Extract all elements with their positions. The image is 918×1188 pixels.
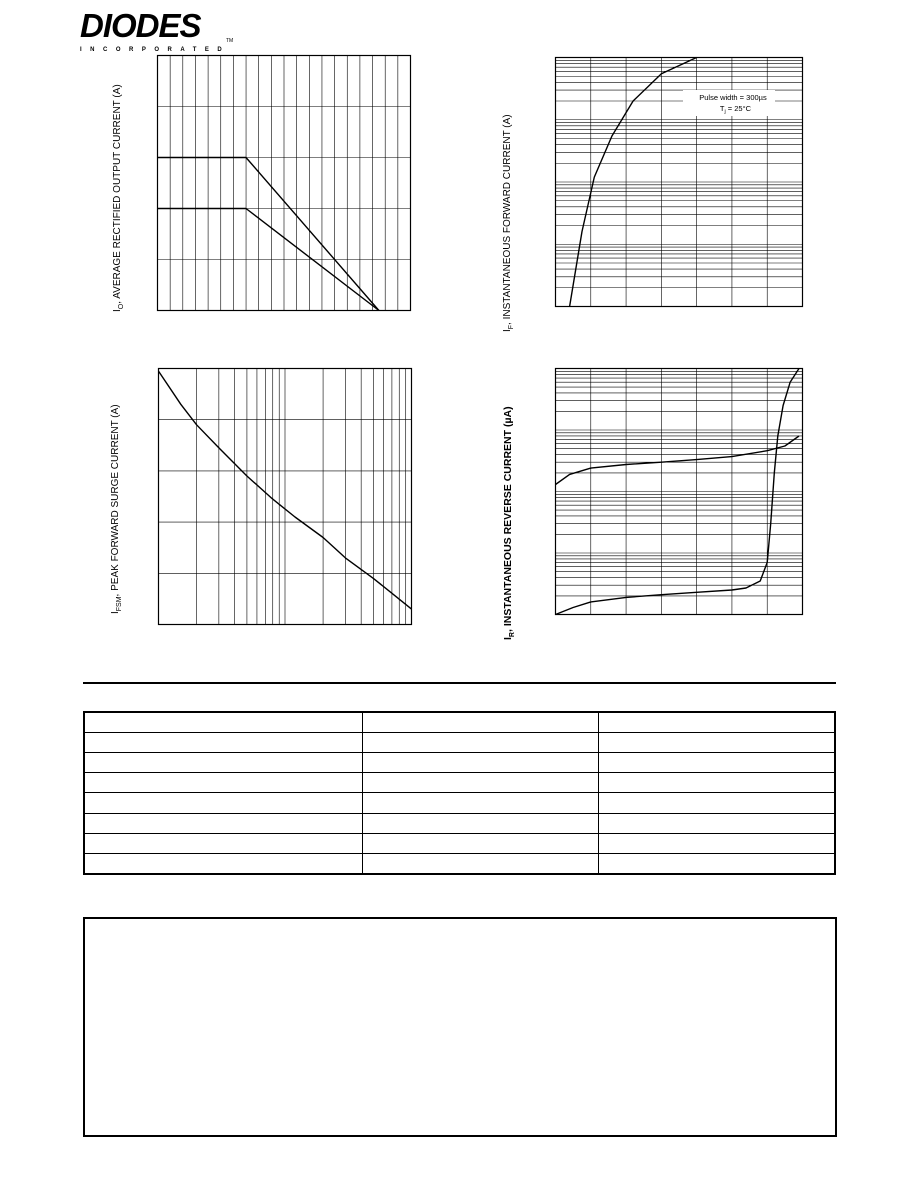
chart2-annotation-temp: $T_j = 25^\circ C$ [719,104,751,115]
table-cell [362,712,598,733]
table-cell [84,733,362,753]
diodes-logo [80,7,234,53]
table-row [84,833,835,853]
table-cell [84,853,362,874]
table-cell [599,733,835,753]
table-cell [362,753,598,773]
grid [159,369,412,625]
chart2-annotation-pulse: Pulse width = 300µs [699,93,767,102]
chart3-ylabel: $I_{FSM}$, PEAK FORWARD SURGE CURRENT (A) [110,404,123,614]
series-line-1 [556,436,800,485]
table-cell [362,733,598,753]
table-cell [84,773,362,793]
table-cell [84,753,362,773]
chart1-ylabel: $I_O$, AVERAGE RECTIFIED OUTPUT CURRENT (A) [112,84,125,312]
series-line-1 [158,158,379,311]
grid [556,369,803,615]
table-row [84,793,835,813]
table-row [84,712,835,733]
table-row [84,813,835,833]
table-cell [362,813,598,833]
table-row [84,773,835,793]
logo-wordmark: DIODES [80,7,201,44]
table-cell [599,833,835,853]
section-rule [83,682,836,684]
logo-subtitle: INCORPORATED [80,47,231,53]
table-cell [599,813,835,833]
table-row [84,753,835,773]
chart4-ylabel: $I_R$, INSTANTANEOUS REVERSE CURRENT (µA) [502,406,517,640]
table-cell [362,833,598,853]
table-cell [599,793,835,813]
table-cell [362,793,598,813]
table-cell [84,813,362,833]
table-cell [599,773,835,793]
chart-surge-current [158,368,412,625]
table-row [84,733,835,753]
grid [158,56,411,311]
chart-reverse-current [555,368,803,615]
table-cell [362,853,598,874]
table-cell [84,712,362,733]
table-cell [84,833,362,853]
notice-box [83,917,837,1137]
ordering-table [83,711,836,875]
table-row [84,853,835,874]
chart-output-current [157,55,411,311]
table-cell [84,793,362,813]
table-cell [599,753,835,773]
table-cell [362,773,598,793]
table-cell [599,853,835,874]
logo-trademark: TM [226,38,234,44]
table-cell [599,712,835,733]
chart-forward-current [555,57,803,307]
chart2-ylabel: $I_F$, INSTANTANEOUS FORWARD CURRENT (A) [502,114,515,332]
